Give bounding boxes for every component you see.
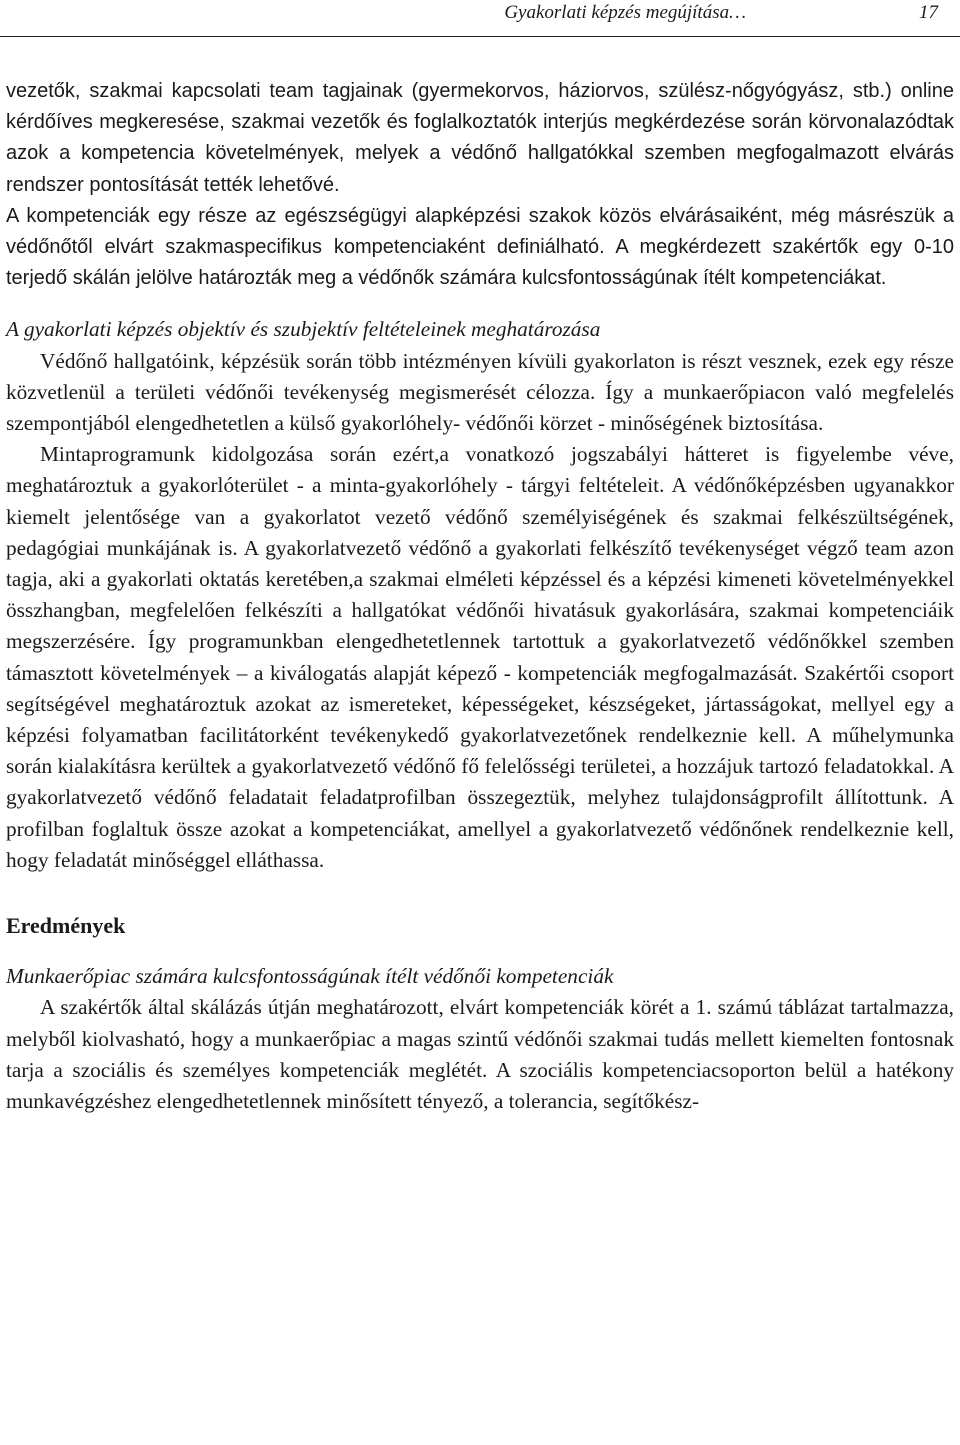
running-title: Gyakorlati képzés megújítása…	[504, 2, 746, 23]
paragraph-model-program: Mintaprogramunk kidolgozása során ezért,a vonatkozó jogszabályi hátteret is figyelembe véve, meghatároztuk a gyakorlóterület - a minta-gyakorlóhely - tárgyi feltételeit. A védőnőképzésben ugyanakkor kiemelt jelentősége van a gyakorlatot vezető védőnő személyiségének és szakmai felkészültségének, pedagógiai munkájának is. A gyakorlatvezető védőnő a gyakorlati felkészítő tevékenységet végző team azon tagja, aki a gyakorlati oktatás keretében,a szakmai elméleti képzéssel és a képzési kimeneti követelményekkel összhangban, megfelelően felkészíti a hallgatókat védőnői hivatásuk gyakorlására, szakmai kompetenciáik megszerzésére. Így programunkban elengedhetetlennek tartottuk a gyakorlatvezető védőnőkkel szemben támasztott követelmények – a kiválogatás alapját képező - kompetenciák megfogalmazását. Szakértői csoport segítségével meghatároztuk azokat az ismereteket, képességeket, készségeket, jártasságokat, mellyel egy a képzési folyamatban facilitátorként tevékenykedő gyakorlatvezetőnek rendelkeznie kell. A műhelymunka során kialakításra kerültek a gyakorlatvezető védőnő fő felelősségi területei, a hozzájuk tartozó feladatokkal. A gyakorlatvezető védőnő feladatait feladatprofilban összegeztük, melyhez tulajdonságprofilt állítottunk. A profilban foglaltuk össze azokat a kompetenciákat, amellyel a gyakorlatvezető védőnőnek rendelkeznie kell, hogy feladatát minőséggel elláthassa.	[6, 442, 954, 872]
running-header	[0, 0, 960, 37]
spacer	[6, 941, 954, 961]
spacer	[6, 294, 954, 314]
spacer	[6, 876, 954, 910]
paragraph-expert-results: A szakértők által skálázás útján meghatározott, elvárt kompetenciák körét a 1. számú táblázat tartalmazza, melyből kiolvasható, hogy a munkaerőpiac a magas szintű védőnői szakmai tudás mellett kiemelten fontosnak tarja a szociális és személyes kompetenciák meglétét. A szociális kompetenciacsoporton belül a hatékony munkavégzéshez elengedhetetlennek minősített tényező, a tolerancia, segítőkész-	[6, 995, 954, 1114]
body-text	[6, 76, 954, 1117]
paragraph-intro-continuation: vezetők, szakmai kapcsolati team tagjainak (gyermekorvos, háziorvos, szülész-nőgyógyász, stb.) online kérdőíves megkeresése, szakmai vezetők és foglalkoztatók interjús megkérdezése során körvonalazódtak azok a kompetencia követelmények, melyek a védőnő hallgatókkal szemben megfogalmazott elvárás rendszer pontosítását tették lehetővé.	[6, 80, 954, 196]
subheading-practical-conditions: A gyakorlati képzés objektív és szubjektív feltételeinek meghatározása	[6, 317, 601, 342]
subheading-labour-market: Munkaerőpiac számára kulcsfontosságúnak ítélt védőnői kompetenciák	[6, 964, 614, 989]
paragraph-placements: Védőnő hallgatóink, képzésük során több intézményen kívüli gyakorlaton is részt vesznek, ezek egy része közvetlenül a területi védőnői tevékenység megismerését célozza. Így a munkaerőpiacon való megfelelés szempontjából elengedhetetlen a külső gyakorlóhely- védőnői körzet - minőségének biztosítása.	[6, 348, 954, 436]
section-heading-results: Eredmények	[6, 913, 126, 939]
page-number: 17	[919, 2, 938, 23]
paragraph-competencies: A kompetenciák egy része az egészségügyi alapképzési szakok közös elvárásaiként, még másrészük a védőnőtől elvárt szakmaspecifikus kompetenciaként definiálható. A megkérdezett szakértők egy 0-10 terjedő skálán jelölve határozták meg a védőnők számára kulcsfontosságúnak ítélt kompetenciákat.	[6, 204, 954, 290]
